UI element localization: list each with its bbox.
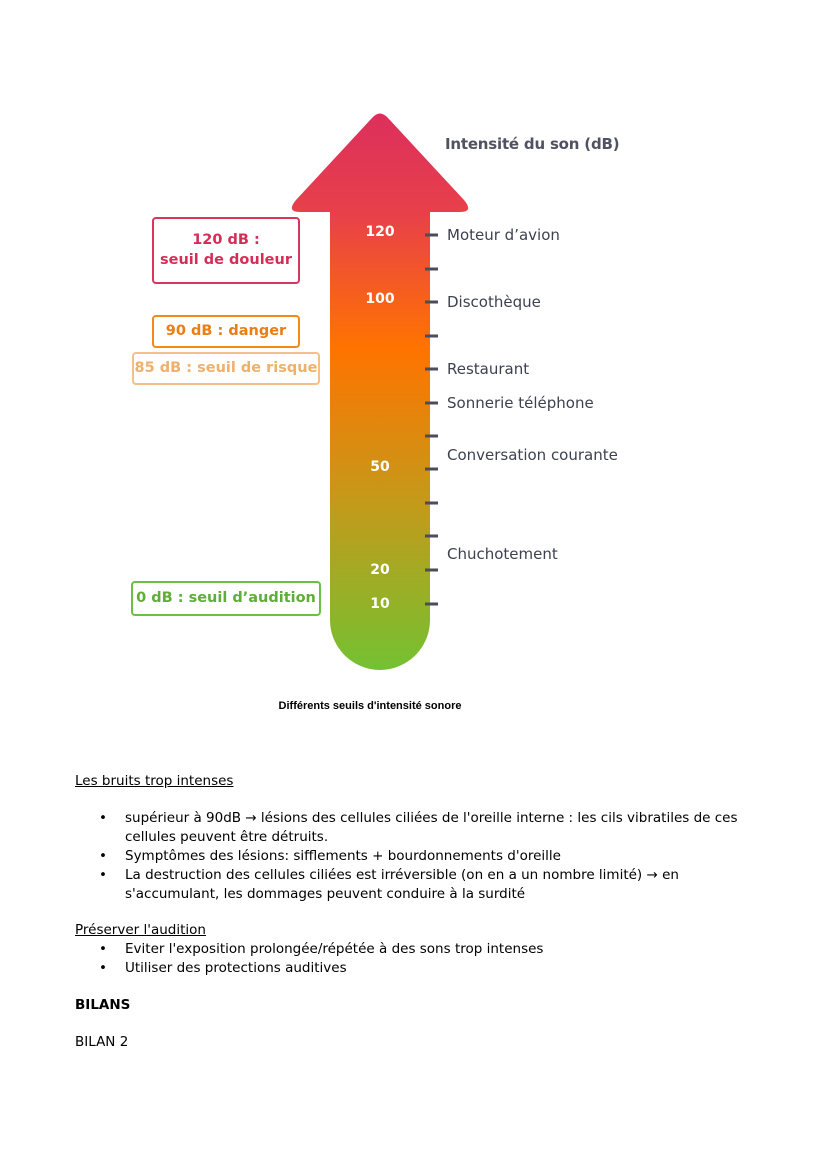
scale-number-50: 50: [370, 459, 390, 475]
list-item-text: La destruction des cellules ciliées est irréversible (on en a un nombre limité) → en s'accumulant, les dommages peuvent conduire à la surdité: [125, 867, 679, 902]
tick: [425, 535, 438, 538]
pain-threshold-box: [152, 217, 300, 284]
danger-threshold-box: 90 dB : danger: [152, 315, 300, 348]
figure-caption: Différents seuils d'intensité sonore: [278, 700, 462, 712]
scale-number-20: 20: [370, 562, 390, 578]
tick: [425, 301, 438, 304]
list-item-text: supérieur à 90dB → lésions des cellules ciliées de l'oreille interne : les cils vibratiles de ces cellules peuvent être détruits.: [125, 810, 738, 845]
list-item: [75, 847, 765, 866]
preserve-hearing-list: [75, 940, 765, 978]
source-label-restaurant: Restaurant: [447, 360, 530, 378]
source-label-club: Discothèque: [447, 293, 541, 311]
tick: [425, 603, 438, 606]
list-item-text: Eviter l'exposition prolongée/répétée à des sons trop intenses: [125, 941, 544, 957]
list-item-text: Utiliser des protections auditives: [125, 960, 347, 976]
section-heading-loud-noises: Les bruits trop intenses: [75, 773, 234, 789]
bullet-icon: •: [99, 848, 107, 864]
section-heading-preserve-hearing: Préserver l'audition: [75, 922, 206, 938]
tick: [425, 468, 438, 471]
list-item: [75, 866, 765, 904]
loud-noises-list: [75, 809, 765, 904]
source-label-phone: Sonnerie téléphone: [447, 394, 594, 412]
list-item: [75, 959, 765, 978]
list-item: [75, 940, 765, 959]
axis-title: Intensité du son (dB): [445, 135, 620, 153]
source-label-whisper: Chuchotement: [447, 545, 558, 563]
source-label-conversation: Conversation courante: [447, 446, 618, 464]
risk-threshold-box: 85 dB : seuil de risque: [132, 352, 320, 385]
bullet-icon: •: [99, 810, 107, 826]
scale-number-120: 120: [365, 224, 395, 240]
bullet-icon: •: [99, 867, 107, 883]
hearing-threshold-box: 0 dB : seuil d’audition: [131, 581, 321, 616]
bilans-heading: BILANS: [75, 997, 131, 1013]
scale-number-100: 100: [365, 291, 395, 307]
source-label-plane: Moteur d’avion: [447, 226, 560, 244]
bilan-2-label: BILAN 2: [75, 1034, 129, 1050]
tick: [425, 402, 438, 405]
pain-threshold-value: 120 dB :: [192, 231, 260, 248]
tick: [425, 569, 438, 572]
tick: [425, 368, 438, 371]
tick: [425, 435, 438, 438]
tick: [425, 335, 438, 338]
tick: [425, 502, 438, 505]
list-item: [75, 809, 765, 847]
bullet-icon: •: [99, 960, 107, 976]
tick: [425, 268, 438, 271]
tick: [425, 234, 438, 237]
bullet-icon: •: [99, 941, 107, 957]
pain-threshold-label: seuil de douleur: [160, 251, 292, 268]
scale-number-10: 10: [370, 596, 390, 612]
list-item-text: Symptômes des lésions: sifflements + bourdonnements d'oreille: [125, 848, 561, 864]
